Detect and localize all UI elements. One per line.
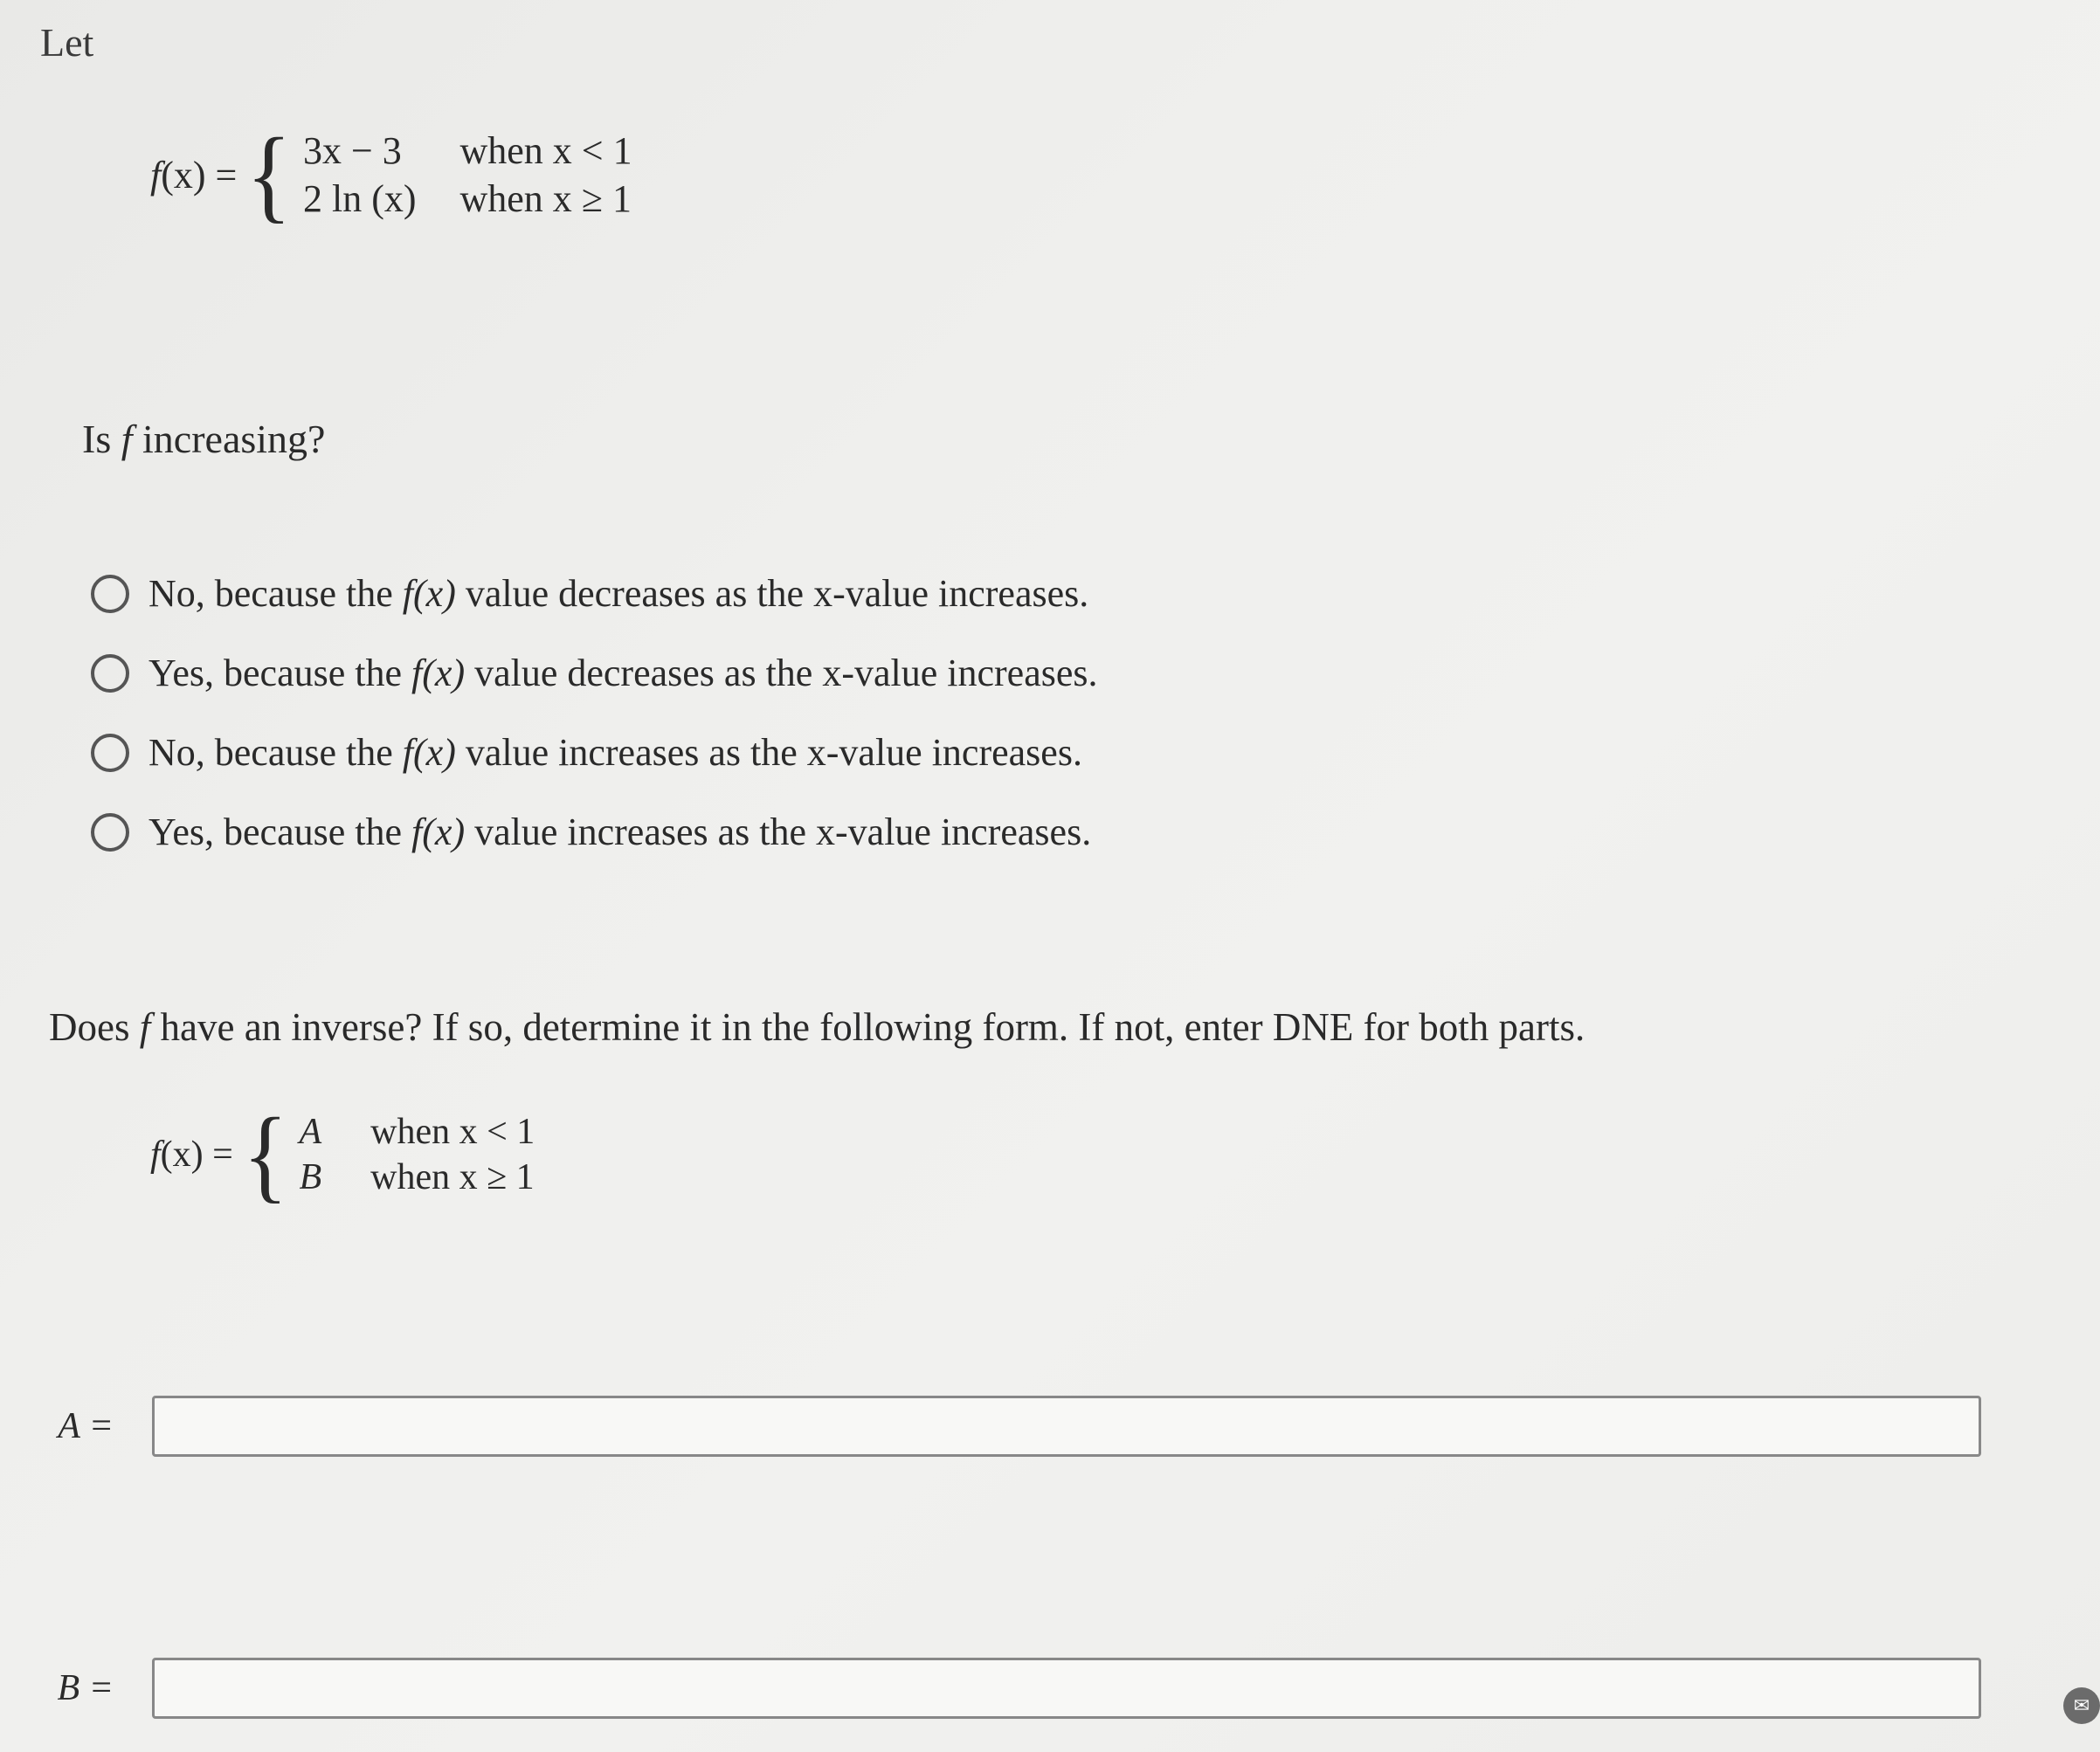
question-var: f bbox=[139, 1005, 151, 1049]
case-a-condition: when x < 1 bbox=[370, 1112, 535, 1152]
question-prefix: Is bbox=[82, 417, 121, 461]
inverse-form bbox=[150, 1096, 535, 1212]
function-name: f bbox=[150, 153, 162, 197]
answer-a-row bbox=[0, 1396, 1981, 1457]
intro-label: Let bbox=[40, 20, 94, 65]
case-a-expr: A bbox=[299, 1112, 322, 1152]
increasing-options bbox=[91, 554, 1098, 872]
option-row[interactable] bbox=[91, 633, 1098, 713]
function-arg: (x) = bbox=[161, 153, 238, 197]
case-2-expr: 2 ln (x) bbox=[302, 177, 417, 220]
left-brace: { bbox=[242, 1096, 288, 1212]
option-row[interactable] bbox=[91, 713, 1098, 792]
case-1-condition: when x < 1 bbox=[459, 129, 632, 172]
option-label[interactable]: Yes, because the f(x) value decreases as the x-value increases. bbox=[149, 652, 1098, 694]
function-cases bbox=[303, 128, 632, 221]
inverse-arg: (x) = bbox=[160, 1135, 233, 1175]
question-increasing bbox=[82, 416, 325, 462]
radio-button[interactable] bbox=[91, 575, 129, 613]
question-var: f bbox=[121, 417, 133, 461]
option-row[interactable] bbox=[91, 792, 1098, 872]
question-suffix: have an inverse? If so, determine it in the following form. If not, enter DNE for both parts. bbox=[150, 1005, 1585, 1049]
radio-button[interactable] bbox=[91, 654, 129, 693]
option-label[interactable]: No, because the f(x) value increases as the x-value increases. bbox=[149, 731, 1082, 774]
function-lhs bbox=[150, 153, 237, 197]
question-inverse bbox=[49, 1004, 1585, 1050]
answer-b-row bbox=[0, 1658, 1981, 1719]
inverse-name: f bbox=[150, 1135, 161, 1175]
case-b-condition: when x ≥ 1 bbox=[370, 1157, 535, 1197]
answer-b-input[interactable] bbox=[152, 1658, 1981, 1719]
inverse-lhs bbox=[150, 1134, 233, 1176]
option-row[interactable] bbox=[91, 554, 1098, 633]
option-label[interactable]: Yes, because the f(x) value increases as the x-value increases. bbox=[149, 810, 1092, 853]
question-suffix: increasing? bbox=[132, 417, 326, 461]
option-label[interactable]: No, because the f(x) value decreases as the x-value increases. bbox=[149, 572, 1089, 615]
answer-a-label: A = bbox=[58, 1406, 114, 1446]
case-1-expr: 3x − 3 bbox=[302, 129, 402, 172]
chat-icon[interactable]: ✉ bbox=[2063, 1687, 2100, 1724]
question-prefix: Does bbox=[49, 1005, 140, 1049]
case-b-expr: B bbox=[299, 1157, 322, 1197]
case-2-condition: when x ≥ 1 bbox=[459, 177, 632, 220]
left-brace: { bbox=[246, 116, 293, 232]
radio-button[interactable] bbox=[91, 813, 129, 852]
function-definition bbox=[150, 116, 632, 232]
answer-b-label: B = bbox=[57, 1668, 114, 1708]
inverse-cases bbox=[299, 1111, 535, 1198]
radio-button[interactable] bbox=[91, 734, 129, 772]
answer-a-input[interactable] bbox=[152, 1396, 1981, 1457]
